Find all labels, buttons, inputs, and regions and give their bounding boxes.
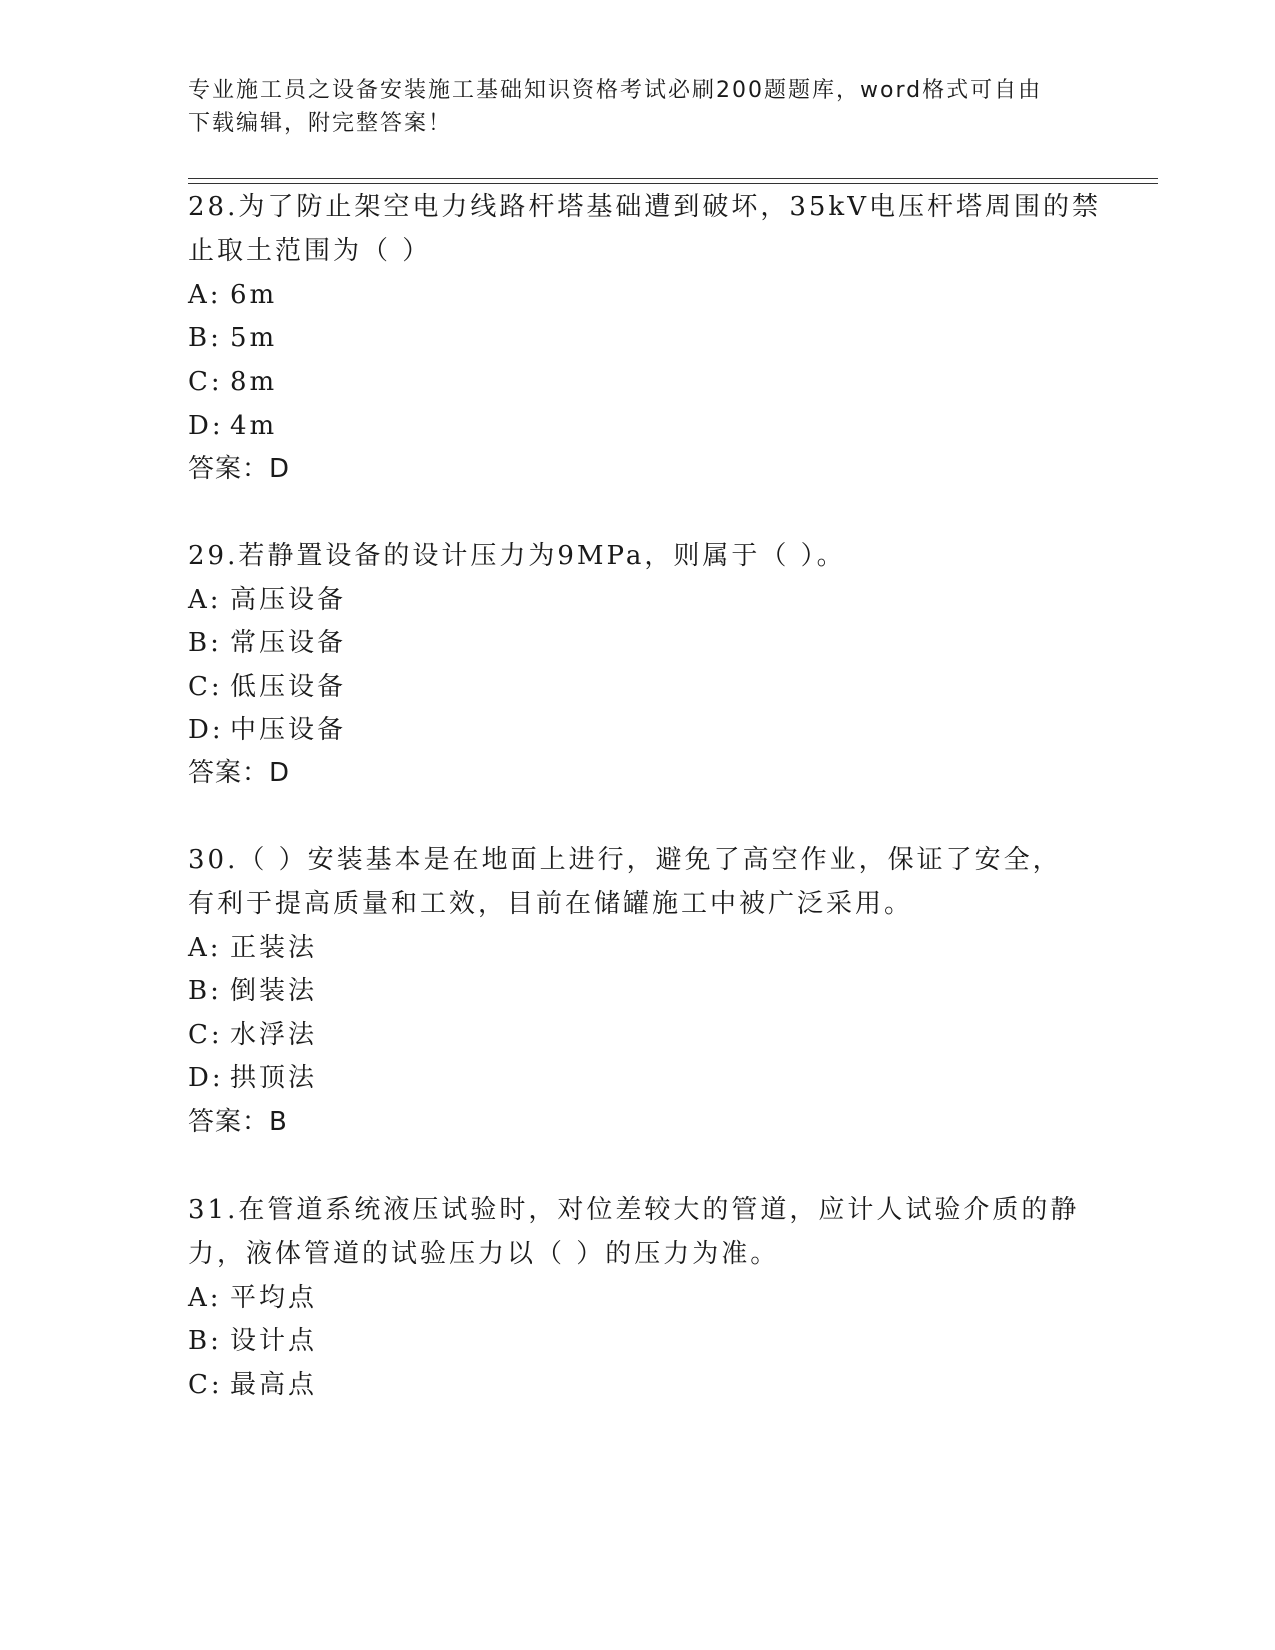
option-b xyxy=(188,1324,317,1358)
option-b xyxy=(188,321,277,355)
option-key: B: xyxy=(188,1326,222,1356)
option-text: 平均点 xyxy=(230,1283,318,1313)
option-text: 4m xyxy=(230,411,278,441)
question-stem-line: 30.（ ）安装基本是在地面上进行，避免了高空作业，保证了安全， xyxy=(188,845,1062,875)
option-text: 水浮法 xyxy=(230,1020,318,1050)
option-key: B: xyxy=(188,323,222,353)
option-text: 拱顶法 xyxy=(230,1063,318,1093)
option-key: C: xyxy=(188,1020,223,1050)
answer-line: 答案：D xyxy=(188,454,291,484)
document-header xyxy=(188,74,1088,140)
option-text: 常压设备 xyxy=(230,628,347,658)
option-key: D: xyxy=(188,715,224,745)
answer-line: 答案：B xyxy=(188,1107,288,1137)
option-c xyxy=(188,1368,317,1402)
option-key: A: xyxy=(188,1283,222,1313)
option-text: 高压设备 xyxy=(230,585,347,615)
option-key: D: xyxy=(188,411,224,441)
option-text: 6m xyxy=(230,280,278,310)
option-key: B: xyxy=(188,976,222,1006)
option-key: B: xyxy=(188,628,222,658)
option-a xyxy=(188,931,317,965)
question-stem-line: 止取土范围为（ ） xyxy=(188,236,432,266)
option-key: A: xyxy=(188,280,222,310)
option-text: 最高点 xyxy=(230,1370,318,1400)
option-key: D: xyxy=(188,1063,224,1093)
answer-line: 答案：D xyxy=(188,758,291,788)
header-divider-top xyxy=(188,178,1158,179)
question-stem-line: 28.为了防止架空电力线路杆塔基础遭到破坏，35kV电压杆塔周围的禁 xyxy=(188,192,1101,222)
option-d xyxy=(188,1061,317,1095)
option-key: C: xyxy=(188,1370,223,1400)
option-c xyxy=(188,1018,317,1052)
question-stem-line: 力，液体管道的试验压力以（ ）的压力为准。 xyxy=(188,1239,780,1269)
header-divider-bottom xyxy=(188,183,1158,184)
option-text: 设计点 xyxy=(230,1326,318,1356)
header-line-2: 下载编辑，附完整答案！ xyxy=(188,111,453,136)
option-a xyxy=(188,583,346,617)
option-b xyxy=(188,626,346,660)
option-key: C: xyxy=(188,367,223,397)
option-c xyxy=(188,670,346,704)
option-text: 8m xyxy=(230,367,278,397)
question-stem-line: 有利于提高质量和工效，目前在储罐施工中被广泛采用。 xyxy=(188,889,914,919)
option-text: 低压设备 xyxy=(230,672,347,702)
option-a xyxy=(188,1281,317,1315)
option-key: A: xyxy=(188,933,222,963)
option-d xyxy=(188,409,277,443)
question-stem-line: 29.若静置设备的设计压力为9MPa，则属于（ ）。 xyxy=(188,541,846,571)
question-stem-line: 31.在管道系统液压试验时，对位差较大的管道，应计人试验介质的静 xyxy=(188,1195,1080,1225)
option-text: 正装法 xyxy=(230,933,318,963)
option-d xyxy=(188,713,346,747)
option-text: 中压设备 xyxy=(230,715,347,745)
header-line-1: 专业施工员之设备安装施工基础知识资格考试必刷200题题库，word格式可自由 xyxy=(188,78,1043,103)
option-text: 5m xyxy=(230,323,278,353)
option-key: C: xyxy=(188,672,223,702)
option-a xyxy=(188,278,277,312)
option-b xyxy=(188,974,317,1008)
option-key: A: xyxy=(188,585,222,615)
option-text: 倒装法 xyxy=(230,976,318,1006)
option-c xyxy=(188,365,277,399)
